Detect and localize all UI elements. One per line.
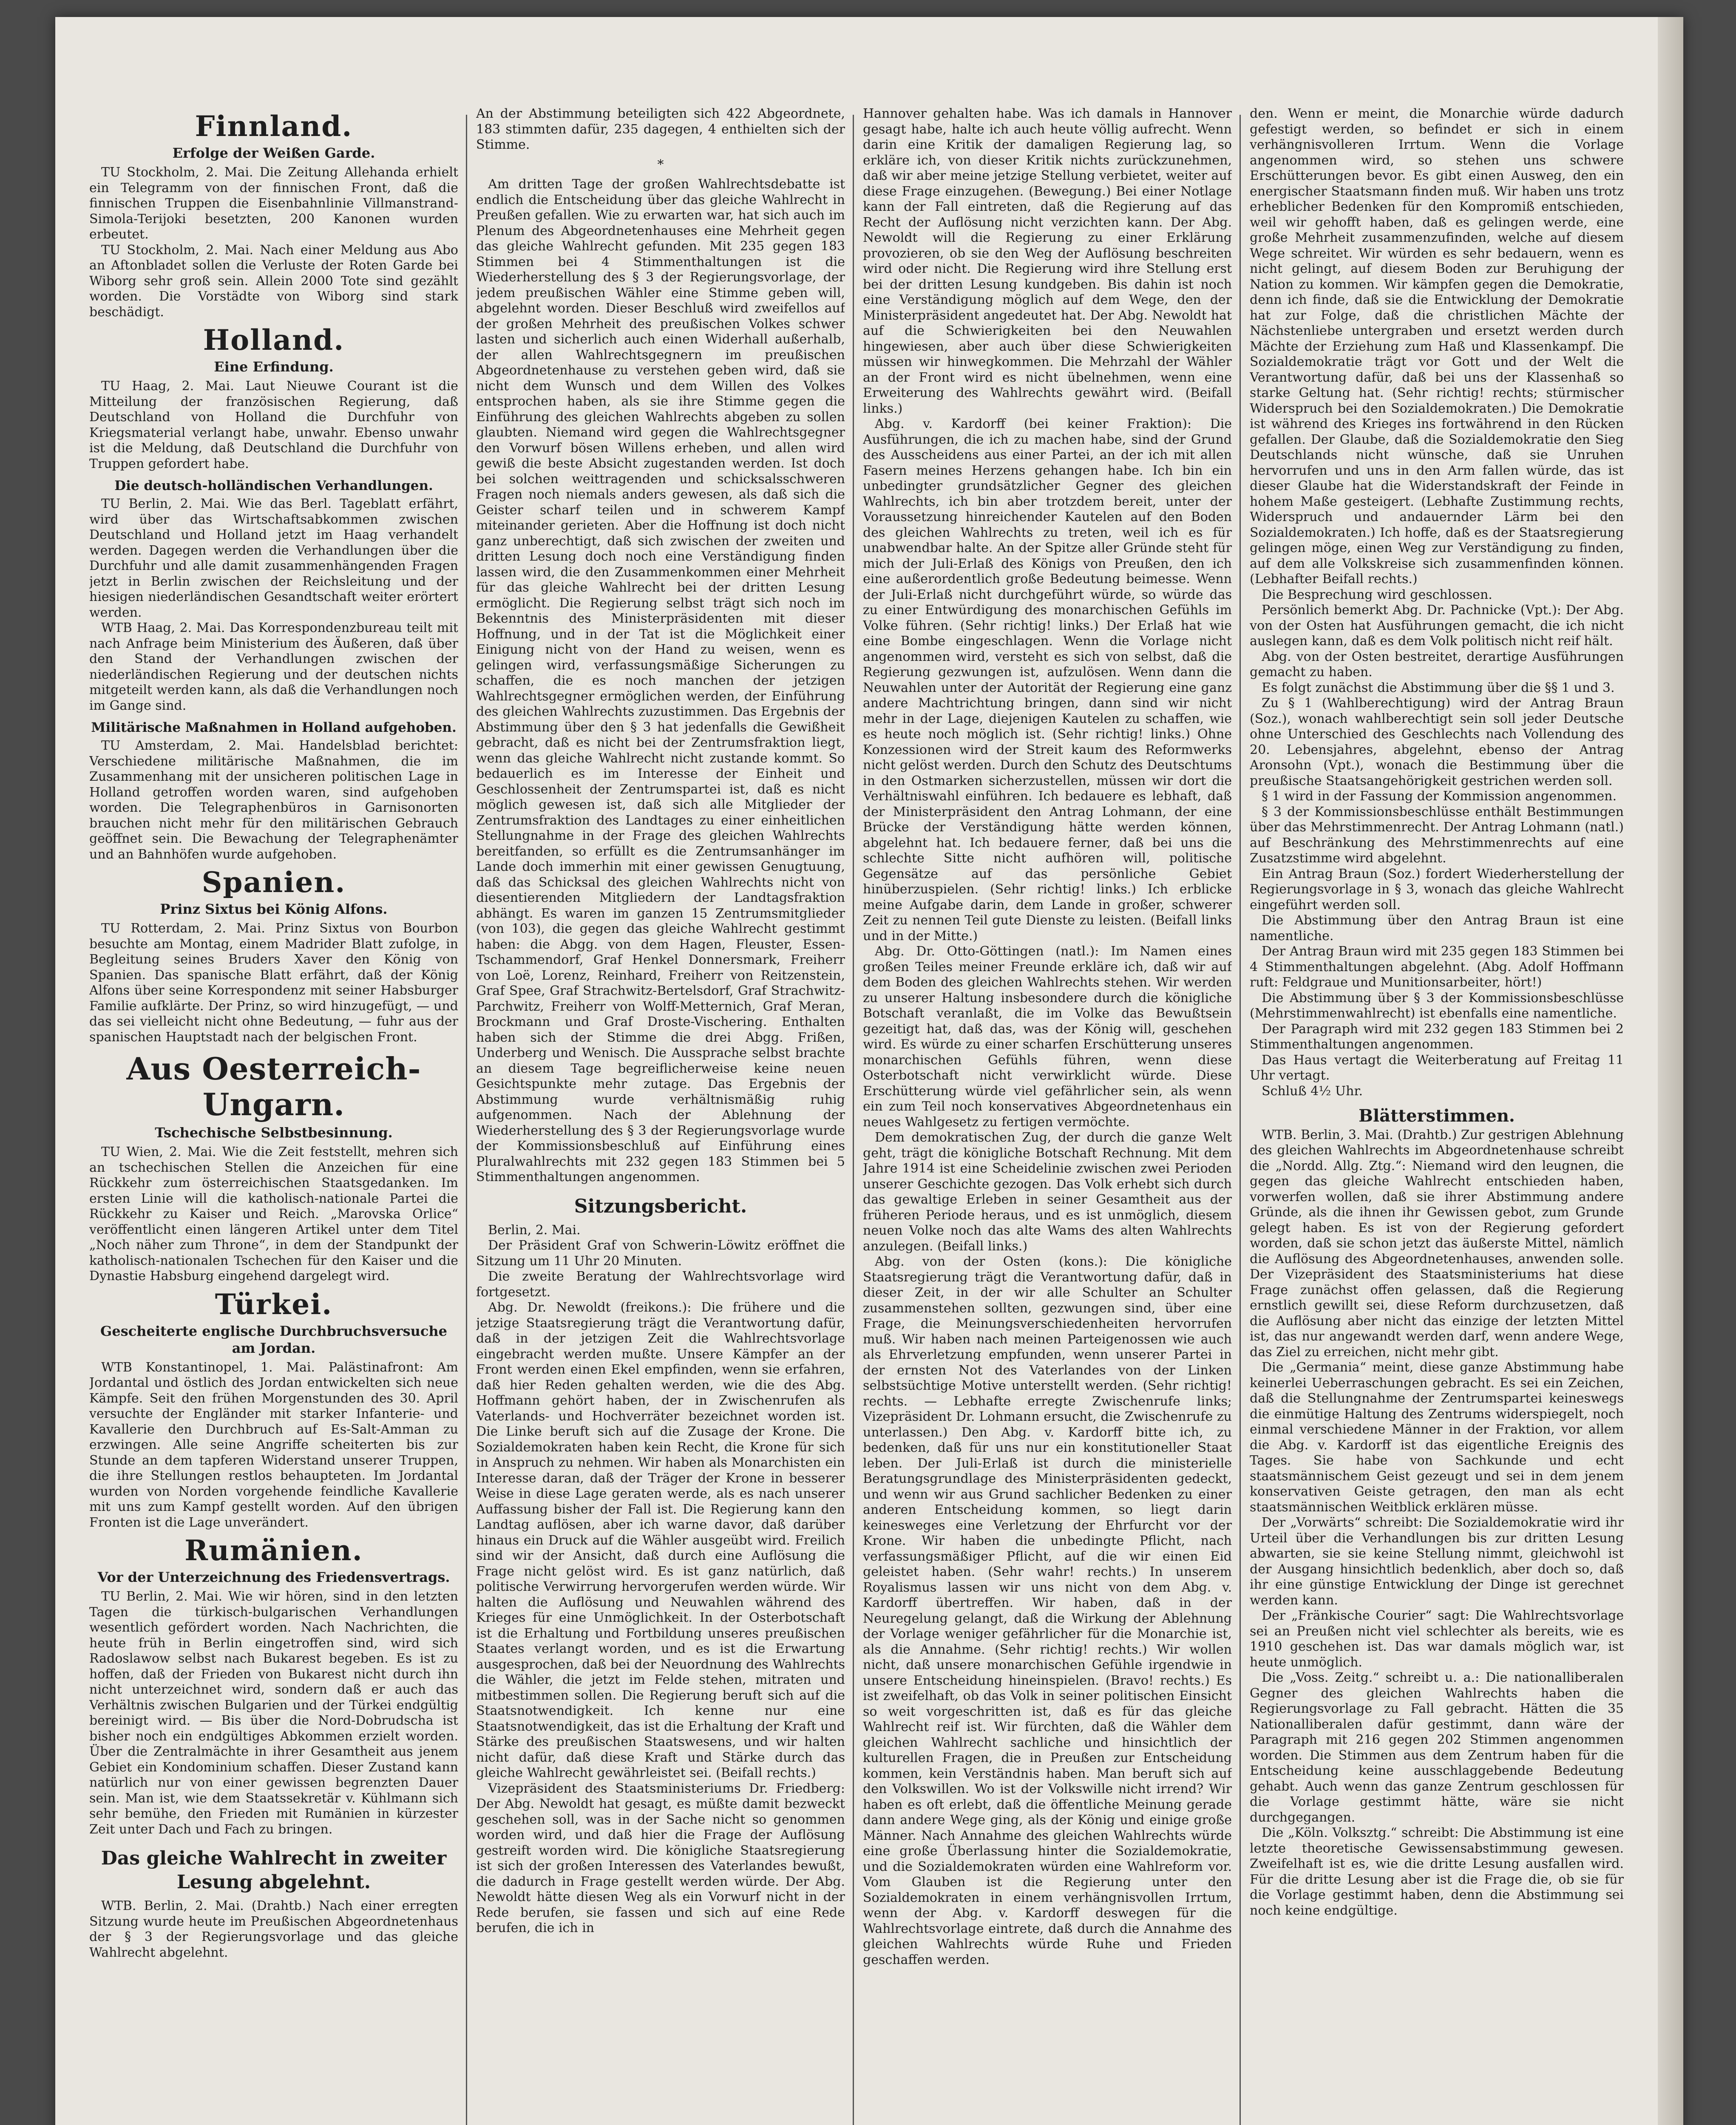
article-paragraph: Der „Vorwärts“ schreibt: Die Sozialdemokratie wird ihr Urteil über die Verhandlungen bis zur dritten Lesung abwarten, sie sie keine Stellung nimmt, gleichwohl ist der Ausgang hinsichtlich bedenklich, aber doch so, daß ihr eine günstige Entwicklung der Dinge ist gerechnet werden kann. [1250,1515,1624,1608]
section-heading: Holland. [203,323,345,357]
column-rule [1240,115,1241,2125]
article-paragraph: Hannover gehalten habe. Was ich damals in Hannover gesagt habe, halte ich auch heute völlig aufrecht. Wenn darin eine Kritik der damaligen Regierung lag, so erkläre ich, von dieser Kritik nichts zurückzunehmen, daß wir aber meine jetzige Stellung verbietet, weiter auf diese Frage einzugehen. (Bewegung.) Bei einer Notlage kann der Fall eintreten, daß die Regierung auf das Recht der Auflösung nicht verzichten kann. Der Abg. Newoldt will die Regierung zu einer Erklärung provozieren, ob sie den Weg der Auflösung beschreiten wird oder nicht. Die Regierung wird ihre Stellung erst bei der dritten Lesung kundgeben. Bis dahin ist noch eine Verständigung möglich auf dem Wege, den der Ministerpräsident angedeutet hat. Der Abg. Newoldt hat auf die Schwierigkeiten bei den Neuwahlen hingewiesen, aber auch über diese Schwierigkeiten müssen wir hinwegkommen. Die Mehrzahl der Wähler an der Front wird es nicht übelnehmen, wenn eine Erweiterung des Wahlrechts gewährt wird. (Beifall links.) [863,106,1232,416]
section-heading: Rumänien. [184,1534,363,1567]
article-paragraph: Der Antrag Braun wird mit 235 gegen 183 Stimmen bei 4 Stimmenthaltungen abgelehnt. (Abg. Adolf Hoffmann ruft: Feldgraue und Munitionsarbeiter, hört!) [1250,944,1624,990]
article-paragraph: Es folgt zunächst die Abstimmung über die §§ 1 und 3. [1262,680,1615,695]
article-subheading: Militärische Maßnahmen in Holland aufgehoben. [91,720,457,735]
article-paragraph: TU Berlin, 2. Mai. Wie wir hören, sind in den letzten Tagen die türkisch-bulgarischen Verhandlungen wesentlich gefördert worden. Nach Nachrichten, die heute früh in Berlin eingetroffen sind, wird sich Radoslawow selbst nach Bukarest begeben. Es ist zu hoffen, daß der Frieden von Bukarest nicht durch ihn nicht unterzeichnet wird, sondern daß er auch das Verhältnis zwischen Bulgarien und der Türkei endgültig bereinigt wird. — Bis über die Nord-Dobrudscha ist bisher noch ein endgültiges Abkommen erzielt worden. Über die Zentralmächte in ihrer Gesamtheit aus jenem Gebiet ein Kondominium schaffen. Dieser Zustand kann natürlich nur von einer gewissen begrenzten Dauer sein. Man ist, wie dem Staatssekretär v. Kühlmann sich sehr bemühe, den Frieden mit Rumänien in kürzester Zeit unter Dach und Fach zu bringen. [89,1589,458,1837]
article-heading: Sitzungsbericht. [574,1195,747,1217]
column-4 [1250,106,1624,2125]
column-rule [853,115,854,2125]
article-paragraph: TU Wien, 2. Mai. Wie die Zeit feststellt, mehren sich an tschechischen Stellen die Anzeichen für eine Rückkehr zum österreichischen Staatsgedanken. Im ersten Linie will die katholisch-nationale Partei die Rückkehr zu Kaiser und Reich. „Marovska Orlice“ veröffentlicht einen längeren Artikel unter dem Titel „Noch näher zum Throne“, in dem der Standpunkt der katholisch-nationalen Tschechen für den Kaiser und die Dynastie Habsburg eingehend dargelegt wird. [89,1145,458,1284]
article-paragraph: Der Paragraph wird mit 232 gegen 183 Stimmen bei 2 Stimmenthaltungen angenommen. [1250,1021,1624,1052]
article-subheading: Die deutsch-holländischen Verhandlungen. [114,478,433,493]
separator-asterisk: * [657,157,664,172]
article-paragraph: Die zweite Beratung der Wahlrechtsvorlage wird fortgesetzt. [476,1269,845,1300]
article-subheading: Gescheiterte englische Durchbruchsversuche am Jordan. [100,1323,447,1356]
article-paragraph: TU Stockholm, 2. Mai. Nach einer Meldung aus Abo an Aftonbladet sollen die Verluste der Roten Garde bei Wiborg sehr groß sein. Allein 2000 Tote sind gezählt worden. Die Vorstädte von Wiborg sind stark beschädigt. [89,242,458,320]
article-paragraph: WTB Konstantinopel, 1. Mai. Palästinafront: Am Jordantal und östlich des Jordan entwickelten sich neue Kämpfe. Seit den frühen Morgenstunden des 30. April versuchte der Engländer mit starker Infanterie- und Kavallerie den Durchbruch auf Es-Salt-Amman zu erzwingen. Alle seine Angriffe scheiterten bis zur Stunde an dem tapferen Widerstand unserer Truppen, die ihre Stellungen restlos behaupteten. Im Jordantal wurden von Norden vorgehende feindliche Kavallerie mit uns zum Kampf gestellt worden. Auf den übrigen Fronten ist die Lage unverändert. [89,1360,458,1530]
article-paragraph: An der Abstimmung beteiligten sich 422 Abgeordnete, 183 stimmten dafür, 235 dagegen, 4 enthielten sich der Stimme. [476,106,845,152]
article-subheading: Vor der Unterzeichnung des Friedensvertrags. [97,1569,450,1585]
article-heading: Das gleiche Wahlrecht in zweiter Lesung abgelehnt. [101,1847,447,1893]
section-subheading: Blätterstimmen. [1359,1106,1515,1126]
page-spine [1658,17,1683,2125]
article-subheading: Erfolge der Weißen Garde. [172,145,375,161]
article-paragraph: TU Stockholm, 2. Mai. Die Zeitung Allehanda erhielt ein Telegramm von der finnischen Front, daß die finnischen Truppen die Eisenbahnlinie Villmanstrand-Simola-Terijoki besetzten, 200 Kanonen wurden erbeutet. [89,165,458,242]
article-paragraph: Zu § 1 (Wahlberechtigung) wird der Antrag Braun (Soz.), wonach wahlberechtigt sein soll jeder Deutsche ohne Unterschied des Geschlechts nach Vollendung des 20. Lebensjahres, abgelehnt, ebenso der Antrag Aronsohn (Vpt.), wonach die Bestimmung über die preußische Staatsangehörigkeit gestrichen werden soll. [1250,696,1624,788]
section-heading: Spanien. [201,866,346,899]
article-paragraph: Am dritten Tage der großen Wahlrechtsdebatte ist endlich die Entscheidung über das gleiche Wahlrecht in Preußen gefallen. Wie zu erwarten war, hat sich auch im Plenum des Abgeordnetenhauses eine Mehrheit gegen das gleiche Wahlrecht gefunden. Mit 235 gegen 183 Stimmen bei 4 Stimmenthaltungen ist die Wiederherstellung des § 3 der Regierungsvorlage, der jedem preußischen Wähler eine Stimme geben will, abgelehnt worden. Dieser Beschluß wird zweifellos auf der großen Mehrheit des preußischen Volkes schwer lasten und sicherlich auch einen Widerhall außerhalb, der allen Wahlrechtsgegnern im preußischen Abgeordnetenhause zu verstehen geben wird, daß sie nicht dem Wunsch und dem Willen des Volkes entsprochen haben, als sie ihre Stimme gegen die Einführung des gleichen Wahlrechts abgeben zu sollen glaubten. Niemand wird gegen die Wahlrechtsgegner den Vorwurf bösen Willens erheben, und allen wird gewiß die beste Absicht zugestanden werden. Ist doch bei solchen weittragenden und schicksalsschweren Fragen noch niemals anders gewesen, als daß sich die Geister scharf teilen und in schwerem Kampf miteinander gerieten. Aber die Hoffnung ist doch nicht ganz unberechtigt, daß sich zwischen der zweiten und dritten Lesung doch noch eine Verständigung finden lassen wird, die den Zusammenkommen einer Mehrheit für das gleiche Wahlrecht bei der dritten Lesung ermöglicht. Die Regierung selbst trägt sich noch im Bekenntnis des Ministerpräsidenten mit dieser Hoffnung, und in der Tat ist die Möglichkeit einer Einigung nicht von der Hand zu weisen, wenn es gelingen wird, verfassungsmäßige Sicherungen zu schaffen, die es noch manchen der jetzigen Wahlrechtsgegner ermöglichen werden, der Einführung des gleichen Wahlrechts zuzustimmen. Das Ergebnis der Abstimmung über den § 3 hat jedenfalls die Gewißheit gebracht, daß es nicht bei der Zentrumsfraktion liegt, wenn das gleiche Wahlrecht nicht zustande kommt. So bedauerlich es im Interesse der Einheit und Geschlossenheit der Zentrumspartei ist, daß es nicht möglich gewesen ist, daß sich alle Mitglieder der Zentrumsfraktion des Landtages zu einer einheitlichen Stellungnahme in der Frage des gleichen Wahlrechts bereitfanden, so erfüllt es die Zentrumsanhänger im Lande doch immerhin mit einer gewissen Genugtuung, daß das Schicksal des gleichen Wahlrechts nicht von diesentierenden Mitgliedern der Landtagsfraktion abhängt. Es waren im ganzen 15 Zentrumsmitglieder (von 103), die gegen das gleiche Wahlrecht gestimmt haben: die Abgg. von dem Hagen, Fleuster, Essen-Tschammendorf, Graf Henkel Donnersmark, Freiherr von Loë, Lorenz, Reinhard, Freiherr von Reitzenstein, Graf Spee, Graf Strachwitz-Bertelsdorf, Graf Strachwitz-Parchwitz, Freiherr von Wolff-Metternich, Graf Meran, Brockmann und Graf Droste-Vischering. Enthalten haben sich der Stimme die drei Abgg. Frißen, Underberg und Wenisch. Die Aussprache selbst brachte an diesem Tage begreiflicherweise keine neuen Gesichtspunkte mehr zutage. Das Ergebnis der Abstimmung wurde verhältnismäßig ruhig aufgenommen. Nach der Ablehnung der Wiederherstellung des § 3 der Regierungsvorlage wurde der Kommissionsbeschluß auf Einführung eines Pluralwahlrechts mit 232 gegen 183 Stimmen bei 5 Stimmenthaltungen angenommen. [476,177,845,1184]
column-1 [89,106,458,2125]
article-paragraph: Der Präsident Graf von Schwerin-Löwitz eröffnet die Sitzung um 11 Uhr 20 Minuten. [476,1238,845,1269]
article-paragraph: den. Wenn er meint, die Monarchie würde dadurch gefestigt werden, so befindet er sich in einem verhängnisvolleren Irrtum. Wenn die Vorlage angenommen wird, so stehen uns schwere Erschütterungen bevor. Es gibt einen Ausweg, den ein energischer Staatsmann finden muß. Wir haben uns trotz erheblicher Bedenken für den Kompromiß entschieden, weil wir gehofft haben, daß es gelingen werde, eine große Mehrheit zusammenzufinden, welche auf diesem Wege schreitet. Wir würden es sehr bedauern, wenn es nicht gelingt, auf diesem Boden zur Beruhigung der Nation zu kommen. Wir kämpfen gegen die Demokratie, denn ich finde, daß sie die Entwicklung der Demokratie hat zur Folge, daß die christlichen Mächte der Nächstenliebe untergraben und ersetzt werden durch Mächte der Erziehung zum Haß und Klassenkampf. Die Sozialdemokratie trägt vor Gott und der Welt die Verantwortung dafür, daß bei uns der Klassenhaß so starke Geltung hat. (Sehr richtig! rechts; stürmischer Widerspruch bei den Sozialdemokraten.) Die Demokratie ist während des Krieges ins fortwährend in den Rücken gefallen. Der Glaube, daß die Sozialdemokratie den Sieg Deutschlands nicht wünsche, daß sie Unruhen hervorrufen und uns in den Arm fallen würde, das ist dieser Glaube hat die Widerstandskraft der Feinde in hohem Maße gesteigert. (Lebhafte Zustimmung rechts, Widerspruch und andauernder Lärm bei den Sozialdemokraten.) Ich hoffe, daß es der Staatsregierung gelingen möge, einen Weg zur Verständigung zu finden, auf dem alle Volkskreise sich zusammenfinden können. (Lebhafter Beifall rechts.) [1250,106,1624,586]
article-subheading: Prinz Sixtus bei König Alfons. [160,901,388,917]
article-paragraph: Die Abstimmung über den Antrag Braun ist eine namentliche. [1250,913,1624,944]
article-paragraph: Der „Fränkische Courier“ sagt: Die Wahlrechtsvorlage sei an Preußen nicht viel schlechter als bereits, wie es 1910 geschehen ist. Das war damals möglich war, ist heute unmöglich. [1250,1608,1624,1670]
article-paragraph: Die Abstimmung über § 3 der Kommissionsbeschlüsse (Mehrstimmenwahlrecht) ist ebenfalls eine namentliche. [1250,990,1624,1021]
article-paragraph: Das Haus vertagt die Weiterberatung auf Freitag 11 Uhr vertagt. [1250,1052,1624,1083]
article-paragraph: TU Amsterdam, 2. Mai. Handelsblad berichtet: Verschiedene militärische Maßnahmen, die im Zusammenhang mit der unsicheren politischen Lage in Holland getroffen worden waren, sind aufgehoben worden. Die Telegraphenbüros in Garnisonorten brauchen nicht mehr für den militärischen Gebrauch geöffnet sein. Die Bewachung der Telegraphenämter und an Bahnhöfen wurde aufgehoben. [89,738,458,862]
article-paragraph: TU Rotterdam, 2. Mai. Prinz Sixtus von Bourbon besuchte am Montag, einem Madrider Blatt zufolge, in Begleitung seines Bruders Xaver den König von Spanien. Das spanische Blatt erfährt, daß der König Alfons über seine Korrespondenz mit seiner Habsburger Familie aufklärte. Der Prinz, so wird hinzugefügt, — und das sei vielleicht nicht ohne Bedeutung, — fuhr aus der spanischen Hauptstadt nach der belgischen Front. [89,921,458,1045]
section-heading: Aus Oesterreich-Ungarn. [126,1051,421,1122]
newspaper-page [55,17,1683,2125]
article-subheading: Eine Erfindung. [214,359,334,375]
article-paragraph: TU Haag, 2. Mai. Laut Nieuwe Courant ist die Mitteilung der französischen Regierung, daß Deutschland von Holland die Durchfuhr von Kriegsmaterial verlangt habe, unwahr. Ebenso unwahr ist die Meldung, daß Deutschland die Durchfuhr von Truppen gefordert habe. [89,379,458,471]
article-paragraph: Die „Köln. Volksztg.“ schreibt: Die Abstimmung ist eine letzte theoretische Gewissensabstimmung gewesen. Zweifelhaft ist es, wie die dritte Lesung ausfallen wird. Für die dritte Lesung aber ist die Frage die, ob sie für die Vorlage gestimmt haben, denn die Abstimmung sei noch keine endgültige. [1250,1825,1624,1918]
column-3 [863,106,1232,2125]
section-heading: Türkei. [215,1287,333,1321]
article-paragraph: § 3 der Kommissionsbeschlüsse enthält Bestimmungen über das Mehrstimmenrecht. Der Antrag Lohmann (natl.) auf Beschränkung des Mehrstimmenrechts auf eine Zusatzstimme wird abgelehnt. [1250,804,1624,866]
article-paragraph: Schluß 4½ Uhr. [1262,1083,1363,1099]
article-paragraph: WTB. Berlin, 2. Mai. (Drahtb.) Nach einer erregten Sitzung wurde heute im Preußischen Abgeordnetenhaus der § 3 der Regierungsvorlage und das gleiche Wahlrecht abgelehnt. [89,1898,458,1960]
article-paragraph: Die „Germania“ meint, diese ganze Abstimmung habe keinerlei Ueberraschungen gebracht. Es sei ein Zeichen, daß die Stellungnahme der Zentrumspartei keineswegs die einmütige Haltung des Zentrums widerspiegelt, noch einmal verschiedene Männer in der Fraktion, vor allem die Abg. v. Kardorff ist das eigentliche Ereignis des Tages. Sie habe von Sachkunde und echt staatsmännischem Geist gezeugt und sei in dem jenem konservativen Geiste getragen, den man als echt staatsmännischen Weitblick erklären müsse. [1250,1360,1624,1515]
article-paragraph: § 1 wird in der Fassung der Kommission angenommen. [1262,789,1617,804]
article-paragraph: Abg. Dr. Newoldt (freikons.): Die frühere und die jetzige Staatsregierung trägt die Verantwortung dafür, daß in der jetzigen Zeit die Wahlrechtsvorlage eingebracht werden mußte. Unsere Kämpfer an der Front werden einen Ekel empfinden, wenn sie erfahren, daß hier Reden gehalten werden, wie die des Abg. Hoffmann gehört haben, der in Zwischenrufen als Vaterlands- und Hochverräter bezeichnet worden ist. Die Linke beruft sich auf die Zusage der Krone. Die Sozialdemokraten haben kein Recht, die Krone für sich in Anspruch zu nehmen. Wir haben als Monarchisten ein Interesse daran, daß der Träger der Krone in besserer Weise in diese Lage geraten werde, als es nach unserer Auffassung bisher der Fall ist. Die Regierung kann den Landtag auflösen, aber ich warne davor, daß darüber hinaus ein Druck auf die Wähler ausgeübt wird. Freilich sind wir der Ansicht, daß durch eine Auflösung die Frage nicht gelöst wird. Es ist ganz natürlich, daß politische Verwirrung hervorgerufen werden würde. Wir halten die Auflösung und Neuwahlen während des Krieges für eine Unmöglichkeit. In der Osterbotschaft ist die Erhaltung und Fortbildung unseres preußischen Staates verlangt worden, und es ist die Erwartung ausgesprochen, daß bei der Neuordnung des Wahlrechts die Wähler, die jetzt im Felde stehen, mitraten und mitbestimmen sollen. Die Regierung beruft sich auf die Staatsnotwendigkeit. Ich kenne nur eine Staatsnotwendigkeit, das ist die Erhaltung der Kraft und Stärke des preußischen Staatswesens, und wir halten nicht dafür, daß diese Kraft und Stärke durch das gleiche Wahlrecht gewährleistet sei. (Beifall rechts.) [476,1300,845,1780]
article-paragraph: Die „Voss. Zeitg.“ schreibt u. a.: Die nationalliberalen Gegner des gleichen Wahlrechts haben die Regierungsvorlage zu Fall gebracht. Hätten die 35 Nationalliberalen dafür gestimmt, dann wäre der Paragraph mit 216 gegen 202 Stimmen angenommen worden. Die Stimmen aus dem Zentrum haben für die Entscheidung keine ausschlaggebende Bedeutung gehabt. Auch wenn das ganze Zentrum geschlossen für die Vorlage gestimmt hätte, wäre sie nicht durchgegangen. [1250,1670,1624,1825]
article-paragraph: Persönlich bemerkt Abg. Dr. Pachnicke (Vpt.): Der Abg. von der Osten hat Ausführungen gemacht, die ich nicht auslegen kann, daß es dem Volk politisch nicht reif hält. [1250,603,1624,649]
article-paragraph: Die Besprechung wird geschlossen. [1262,587,1492,602]
article-paragraph: Abg. von der Osten (kons.): Die königliche Staatsregierung trägt die Verantwortung dafür, daß in dieser Zeit, in der wir alle Schulter an Schulter zusammenstehen sollten, gezwungen sind, über eine Frage, die Meinungsverschiedenheiten hervorrufen muß. Wir haben nach meinen Parteigenossen wie auch als Ehrverletzung empfunden, wenn unserer Partei in der ernsten Not des Vaterlandes von der Linken selbstsüchtige Motive unterstellt werden. (Sehr richtig! rechts. — Lebhafte erregte Zwischenrufe links; Vizepräsident Dr. Lohmann ersucht, die Zwischenrufe zu unterlassen.) Den Abg. v. Kardorff bitte ich, zu bedenken, daß für uns nur ein konstitutioneller Staat leben. Der Juli-Erlaß ist durch die ministerielle Beratungsgrundlage des Ministerpräsidenten gedeckt, und wenn wir aus Grund sachlicher Bedenken zu einer anderen Entscheidung kommen, so liegt darin keinesweges eine Verletzung der Ehrfurcht vor der Krone. Wir haben die unbedingte Pflicht, nach verfassungsmäßiger Pflicht, auf die wir einen Eid geleistet haben. (Sehr wahr! rechts.) In unserem Royalismus lassen wir uns nicht von dem Abg. v. Kardorff übertreffen. Wir haben, daß in der Neuregelung gelangt, daß die Wirkung der Ablehnung der Vorlage weniger gefährlicher für die Monarchie ist, als die Annahme. (Sehr richtig! rechts.) Wir wollen nicht, daß unsere monarchischen Gefühle irgendwie in unsere Entscheidung hineinspielen. (Bravo! rechts.) Es ist zweifelhaft, ob das Volk in seiner politischen Einsicht so weit vorgeschritten ist, daß es für das gleiche Wahlrecht reif ist. Wir fürchten, daß die Wähler dem gleichen Wahlrecht sachliche und hinsichtlich der kulturellen Fragen, die in Preußen zur Entscheidung kommen, kein Verständnis haben. Man beruft sich auf den Volkswillen. Wo ist der Volkswille nicht irrend? Wir haben es oft erlebt, daß die öffentliche Meinung gerade dann andere Wege ging, als der König und einige große Männer. Nach Annahme des gleichen Wahlrechts würde eine große Überlassung hinter die Sozialdemokratie, und die Sozialdemokraten würden eine Wahlreform vor. Vom Glauben ist die Regierung unter den Sozialdemokraten in einem verhängnisvollen Irrtum, wenn der Abg. v. Kardorff deswegen für die Wahlrechtsvorlage eintrete, daß durch die Annahme des gleichen Wahlrechts würde Ruhe und Frieden geschaffen werden. [863,1254,1232,1967]
article-paragraph: Abg. v. Kardorff (bei keiner Fraktion): Die Ausführungen, die ich zu machen habe, sind der Grund des Ausscheidens aus einer Partei, an der ich mit allen Fasern meines Herzens gehangen habe. Ich bin ein unbedingter grundsätzlicher Gegner des gleichen Wahlrechts, ich bin aber trotzdem bereit, unter der Voraussetzung hinreichender Kautelen auf den Boden des gleichen Wahlrechts zu treten, weil ich es für unabwendbar halte. An der Spitze aller Gründe steht für mich der Juli-Erlaß des Königs von Preußen, den ich eine außerordentlich große Bedeutung beimesse. Wenn der Juli-Erlaß nicht durchgeführt würde, so würde das zu einer Entwürdigung des monarchischen Gefühls im Volke führen. (Sehr richtig! links.) Der Erlaß hat wie eine Bombe eingeschlagen. Wenn die Vorlage nicht angenommen wird, versteht es sich von selbst, daß die Regierung gezwungen ist, aufzulösen. Wenn dann die Neuwahlen unter der Autorität der Regierung eine ganz andere Machtrichtung bringen, dann sind wir nicht mehr in der Lage, diejenigen Kautelen zu schaffen, wie es heute noch möglich ist. (Sehr richtig! links.) Ohne Konzessionen wird der Streit kaum des Reformwerks nicht gelöst werden. Durch den Schutz des Deutschtums in den Ostmarken sicherzustellen, müssen wir dort die Verhältniswahl einführen. Ich bedauere es lebhaft, daß der Ministerpräsident den Antrag Lohmann, der eine Brücke der Verständigung hätte werden können, abgelehnt hat. Ich bedauere ferner, daß bei uns die schlechte Sitte nicht aufhören will, politische Gegensätze auf das persönliche Gebiet hinüberzuspielen. (Sehr richtig! links.) Ich erblicke meine Aufgabe darin, dem Lande in großer, schwerer Zeit zu nennen Teil gute Dienste zu leisten. (Beifall links und in der Mitte.) [863,416,1232,944]
article-paragraph: WTB. Berlin, 3. Mai. (Drahtb.) Zur gestrigen Ablehnung des gleichen Wahlrechts im Abgeordnetenhause schreibt die „Nordd. Allg. Ztg.“: Niemand wird den leugnen, die gegen das gleiche Wahlrecht entschieden haben, vorwerfen wollen, daß sie ihrer Abstimmung andere Gründe, als die ihnen ihr Gewissen gebot, zum Grunde gelegt haben. Es ist von der Regierung gefordert worden, daß sie schon jetzt das äußerste Mittel, nämlich die Auflösung des Abgeordnetenhauses, anwenden solle. Der Vizepräsident des Staatsministeriums hat diese Frage zunächst offen gelassen, daß die Regierung ernstlich gewillt sei, diese Reform durchzusetzen, daß die Auflösung aber nicht das einzige der letzten Mittel ist, das nur angewandt werden darf, wenn andere Wege, das Ziel zu erreichen, nicht mehr gibt. [1250,1127,1624,1360]
article-paragraph: WTB Haag, 2. Mai. Das Korrespondenzbureau teilt mit nach Anfrage beim Ministerium des Äußeren, daß über den Stand der Verhandlungen zwischen der niederländischen Regierung und der deutschen nichts mitgeteilt werden kann, als daß die Verhandlungen noch im Gange sind. [89,620,458,713]
article-subheading: Tschechische Selbstbesinnung. [155,1125,393,1141]
article-paragraph: Abg. von der Osten bestreitet, derartige Ausführungen gemacht zu haben. [1250,649,1624,680]
article-paragraph: TU Berlin, 2. Mai. Wie das Berl. Tageblatt erfährt, wird über das Wirtschaftsabkommen zwischen Deutschland und Holland jetzt im Haag verhandelt werden. Dagegen werden die Verhandlungen über die Durchfuhr und alle damit zusammenhängenden Fragen jetzt in Berlin zwischen der Reichsleitung und der hiesigen niederländischen Gesandtschaft weiter erörtert werden. [89,496,458,620]
column-2 [476,106,845,2125]
article-paragraph: Berlin, 2. Mai. [488,1222,581,1238]
column-rule [466,115,467,2125]
article-paragraph: Dem demokratischen Zug, der durch die ganze Welt geht, trägt die königliche Botschaft Rechnung. Mit dem Jahre 1914 ist eine Scheidelinie zwischen zwei Perioden unserer Geschichte gezogen. Das Volk erhebt sich durch das gewaltige Erleben in seiner Gesamtheit aus der früheren Periode heraus, und es ist unmöglich, diesem neuen Volke noch das alte Wams des alten Wahlrechts anzulegen. (Beifall links.) [863,1130,1232,1254]
section-heading: Finnland. [195,110,353,143]
article-paragraph: Vizepräsident des Staatsministeriums Dr. Friedberg: Der Abg. Newoldt hat gesagt, es müßte damit bezweckt geschehen soll, was in der Sache nicht so genommen worden wird, und daß hier die Frage der Auflösung gestreift worden wird. Die königliche Staatsregierung ist sich der großen Interessen des Vaterlandes bewußt, die dadurch in Frage gestellt werden würde. Der Abg. Newoldt hätte diesen Weg als ein Vorwurf nicht in der Rede berufen, sie fassen und sich auf eine Rede berufen, die ich in [476,1781,845,1935]
article-paragraph: Ein Antrag Braun (Soz.) fordert Wiederherstellung der Regierungsvorlage in § 3, wonach das gleiche Wahlrecht eingeführt werden soll. [1250,866,1624,912]
article-paragraph: Abg. Dr. Otto-Göttingen (natl.): Im Namen eines großen Teiles meiner Freunde erkläre ich, daß wir auf dem Boden des gleichen Wahlrechts stehen. Wir werden zu unserer Haltung insbesondere durch die königliche Botschaft veranlaßt, die im Volke das Bewußtsein gezeitigt hat, daß das, was der König will, geschehen wird. Es würde zu einer scharfen Erschütterung unseres monarchischen Gefühls führen, wenn diese Osterbotschaft nicht verwirklicht würde. Diese Erschütterung würde viel gefährlicher sein, als wenn ein zum Teil noch konservatives Abgeordnetenhaus ein neues Wahlgesetz zu fertigen vermöchte. [863,944,1232,1130]
